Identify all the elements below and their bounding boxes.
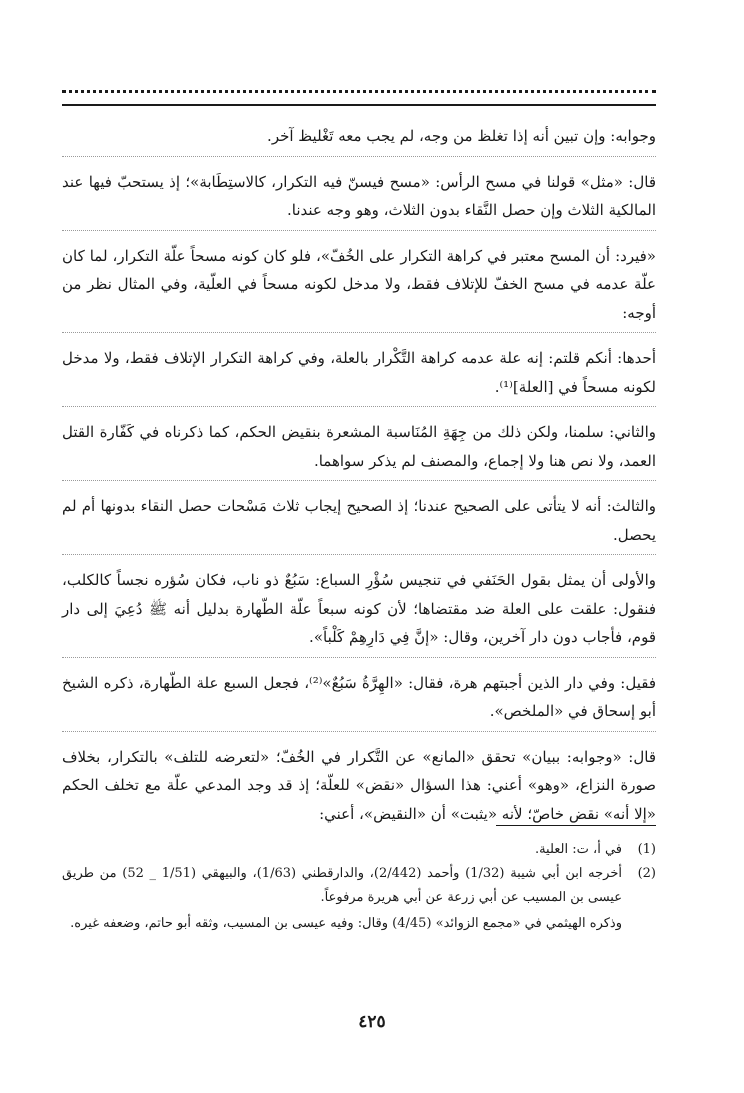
- header-rule: [62, 104, 656, 106]
- footnote-2: [62, 862, 656, 910]
- paragraph-4: أحدها: أنكم قلتم: إنه علة عدمه كراهة التَّكْرار بالعلة، وفي كراهة التكرار الإتلاف فقط، ولا مدخل لكونه مسحاً في [العلة]⁽¹⁾.: [62, 340, 656, 407]
- footnote-text: أخرجه ابن أبي شيبة (1/32) وأحمد (2/442)، والدارقطني (1/63)، والبيهقي (1/51 _ 52) من طريق عيسى بن المسيب عن أبي زرعة عن أبي هريرة مرفوعاً.: [62, 866, 622, 905]
- footnote-text: في أ، ت: العلية.: [534, 842, 622, 857]
- main-text: [62, 118, 656, 840]
- footnote-separator: [496, 825, 656, 826]
- page-number: ٤٢٥: [358, 1012, 386, 1032]
- footnote-number: (1): [637, 842, 656, 857]
- paragraph-3: «فيرد: أن المسح معتبر في كراهة التكرار على الخُفّ»، فلو كان كونه مسحاً علّة التكرار، لما كان علّة عدمه في مسح الخفّ للإتلاف فقط، ولا مدخل لكونه مسحاً في العلّية، وفي المثال نظر من أوجه:: [62, 238, 656, 334]
- footnote-number: (2): [637, 866, 656, 881]
- footnotes: [62, 838, 656, 936]
- footnote-1: [62, 838, 656, 862]
- header-dotted-line: [62, 80, 656, 93]
- paragraph-5: والثاني: سلمنا، ولكن ذلك من جِهَةِ المُنَاسبة المشعرة بنقيض الحكم، كما ذكرناه في كَفّارة القتل العمد، ولا نص هنا ولا إجماع، والمصنف لم يذكر سواهما.: [62, 414, 656, 481]
- paragraph-8: فقيل: وفي دار الذين أجبتهم هرة، فقال: «الهِرَّةُ سَبُعٌ»⁽²⁾، فجعل السبع علة الطّهارة، ذكره الشيخ أبو إسحاق في «الملخص».: [62, 665, 656, 732]
- paragraph-9: قال: «وجوابه: ببيان» تحقق «المانع» عن التَّكرار في الخُفّ؛ «لتعرضه للتلف» بالتكرار، بخلاف صورة النزاع، «وهو» أعني: هذا السؤال «نقض» للعلّة؛ إذ قد وجد المدعي علّة مع تخلف الحكم «إلا أنه» نقض خاصّ؛ لأنه «يثبت» أن «النقيض»، أعني:: [62, 747, 656, 823]
- paragraph-6: والثالث: أنه لا يتأتى على الصحيح عندنا؛ إذ الصحيح إيجاب ثلاث مَسْحات حصل النقاء بدونها أم لم يحصل.: [62, 488, 656, 555]
- paragraph-7: والأولى أن يمثل بقول الحَنَفي في تنجيس سُؤْرِ السباع: سَبُعٌ ذو ناب، فكان سُؤره نجساً كالكلب، فنقول: علقت على العلة ضد مقتضاها؛ لأن كونه سبعاً علّة الطّهارة بدليل أنه ﷺ دُعِيَ إلى دار قوم، فأجاب دون دار آخرين، وقال: «إنَّ فِي دَارِهِمْ كَلْباً».: [62, 562, 656, 658]
- paragraph-2: قال: «مثل» قولنا في مسح الرأس: «مسح فيسنّ فيه التكرار، كالاستِطَابة»؛ إذ يستحبّ فيها عند المالكية الثلاث وإن حصل النَّقاء بدون الثلاث، وهو وجه عندنا.: [62, 164, 656, 231]
- footnote-2-continuation: وذكره الهيثمي في «مجمع الزوائد» (4/45) وقال: وفيه عيسى بن المسيب، وثقه أبو حاتم، وضعفه غيره.: [70, 916, 622, 931]
- paragraph-1: وجوابه: وإن تبين أنه إذا تغلظ من وجه، لم يجب معه تَغْليظ آخر.: [62, 118, 656, 157]
